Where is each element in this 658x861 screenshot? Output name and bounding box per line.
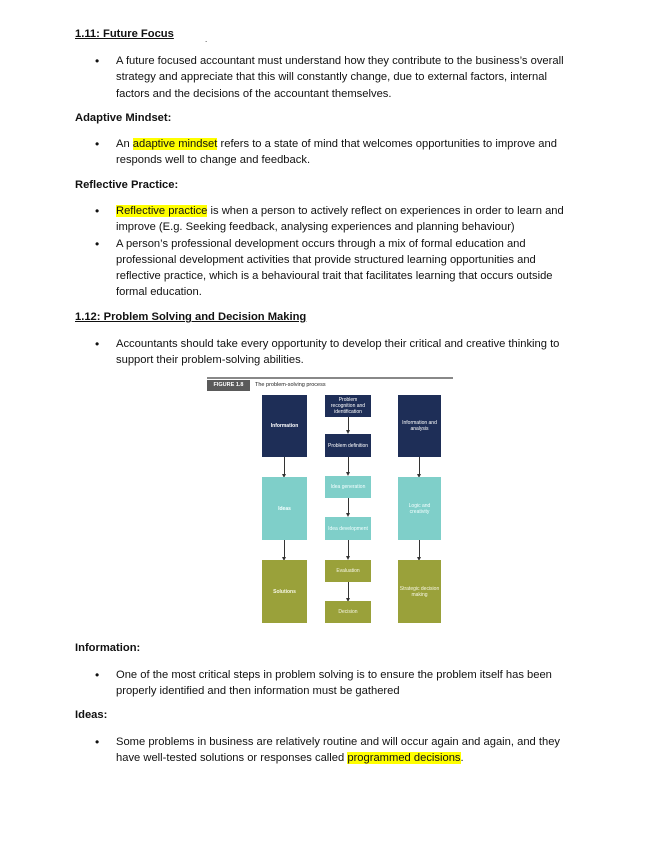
box-problem-definition: Problem definition (325, 434, 371, 457)
arrow-down (284, 540, 285, 558)
box-logic-creativity: Logic and creativity (398, 477, 441, 540)
section-heading-adaptive-mindset: Adaptive Mindset: (75, 112, 172, 124)
arrow-down (284, 457, 285, 475)
section-heading-information: Information: (75, 642, 141, 654)
box-solutions: Solutions (262, 560, 307, 623)
reflective-practice-list (95, 203, 580, 301)
text-run: . (460, 752, 464, 765)
highlighted-term: programmed decisions (347, 752, 461, 765)
text-run: An (116, 138, 133, 150)
list-item (95, 734, 580, 767)
problem-solving-figure (207, 377, 453, 627)
text-run: Some problems in business are relatively routine and will occur again and again, and they have well-tested solutions or responses called (116, 736, 561, 765)
adaptive-mindset-list (95, 136, 580, 169)
arrow-down (348, 540, 349, 557)
list-item: • A person’s professional development occurs through a mix of formal education and professional development activities that provide structured learning opportunities and reflective practice, which is a behavioural trait that facilitates learning that occurs outside formal education. (95, 236, 580, 301)
list-item: • A future focused accountant must understand how they contribute to the business’s overall strategy and appreciate that this will constantly change, due to external factors, internal factors and the decisions of the accountant themselves. (95, 53, 580, 102)
box-idea-development: Idea development (325, 517, 371, 540)
arrow-down (348, 498, 349, 514)
box-evaluation: Evaluation (325, 560, 371, 582)
figure-rule (207, 377, 453, 379)
box-ideas: Ideas (262, 477, 307, 540)
information-list (95, 667, 580, 700)
list-item: • Accountants should take every opportunity to develop their critical and creative thinking to support their problem-solving abilities. (95, 336, 580, 369)
box-decision: Decision (325, 601, 371, 623)
highlighted-term: Reflective practice (116, 205, 208, 217)
section-heading-problem-solving: 1.12: Problem Solving and Decision Making (75, 311, 307, 323)
box-information: Information (262, 395, 307, 457)
box-idea-generation: Idea generation (325, 476, 371, 498)
list-item (95, 203, 580, 236)
figure-title: The problem-solving process (255, 382, 326, 388)
box-problem-recognition: Problem recognition and identification (325, 395, 371, 417)
ideas-list (95, 734, 580, 767)
section-heading-ideas: Ideas: (75, 709, 108, 721)
text-run: is when a person to actively reflect on experiences in order to learn and improve (E.g. Seeking feedback, analysing experiences and planning behaviour) (116, 205, 564, 234)
list-item (95, 136, 580, 169)
future-focus-list (95, 53, 580, 102)
figure-label: FIGURE 1.8 (207, 380, 250, 391)
stray-mark: . (205, 35, 208, 44)
list-item: • One of the most critical steps in problem solving is to ensure the problem itself has been properly identified and then information must be gathered (95, 667, 580, 700)
box-information-analysis: Information and analysis (398, 395, 441, 457)
text-run: refers to a state of mind that welcomes opportunities to improve and responds well to change and feedback. (116, 138, 557, 167)
arrow-down (348, 457, 349, 473)
section-heading-future-focus: 1.11: Future Focus (75, 28, 174, 40)
arrow-down (348, 417, 349, 431)
highlighted-term: adaptive mindset (132, 138, 218, 150)
section-heading-reflective-practice: Reflective Practice: (75, 179, 179, 191)
arrow-down (419, 457, 420, 475)
problem-solving-list (95, 336, 580, 369)
arrow-down (348, 582, 349, 599)
box-strategic-decision: Strategic decision making (398, 560, 441, 623)
arrow-down (419, 540, 420, 558)
